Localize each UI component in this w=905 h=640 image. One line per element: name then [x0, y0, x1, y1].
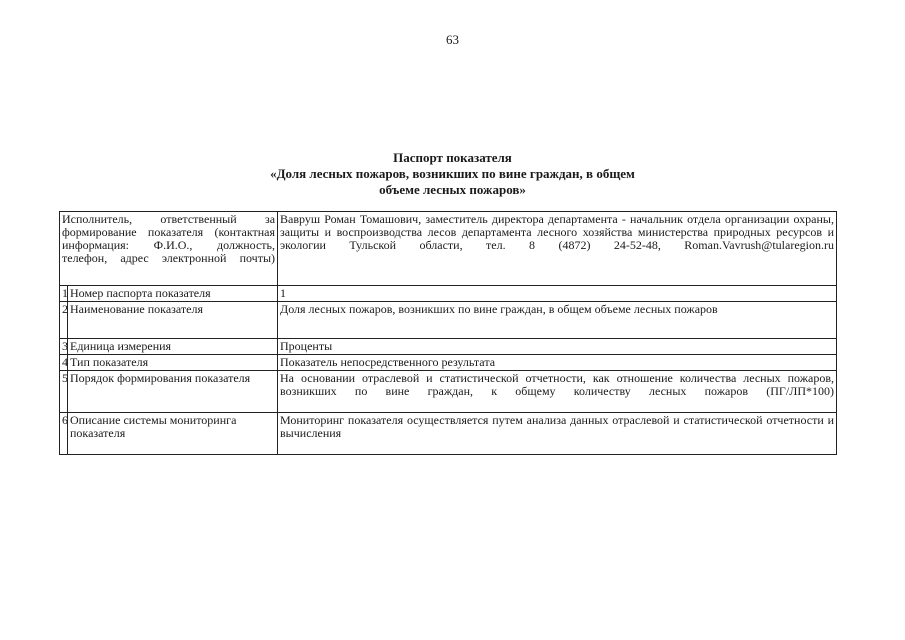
table-row	[60, 413, 837, 455]
row-number: 5	[60, 371, 68, 413]
table-row	[60, 371, 837, 413]
row-value: 1	[278, 286, 837, 302]
row-label: Порядок формирования показателя	[68, 371, 278, 413]
page-number: 63	[446, 32, 459, 47]
row-value: Показатель непосредственного результата	[278, 355, 837, 371]
title-line-2: «Доля лесных пожаров, возникших по вине граждан, в общем	[270, 166, 635, 181]
table-row	[60, 355, 837, 371]
row-number: 1	[60, 286, 68, 302]
table-row-executor	[60, 212, 837, 286]
row-value: Доля лесных пожаров, возникших по вине граждан, в общем объеме лесных пожаров	[278, 302, 837, 339]
executor-label: Исполнитель, ответственный за формирование показателя (контактная информация: Ф.И.О., должность, телефон, адрес электронной почты)	[60, 212, 278, 286]
row-number: 4	[60, 355, 68, 371]
row-label: Наименование показателя	[68, 302, 278, 339]
row-value: На основании отраслевой и статистической отчетности, как отношение количества лесных пожаров, возникших по вине граждан, к общему количеству лесных пожаров (ПГ/ЛП*100)	[278, 371, 837, 413]
executor-value: Вавруш Роман Томашович, заместитель директора департамента - начальник отдела организации охраны, защиты и воспроизводства лесов департамента лесного хозяйства министерства природных ресурсов и экологии Тульской области, тел. 8 (4872) 24-52-48, Roman.Vavrush@tularegion.ru	[278, 212, 837, 286]
title-line-1: Паспорт показателя	[393, 150, 512, 165]
document-title	[0, 150, 905, 198]
row-label: Описание системы мониторинга показателя	[68, 413, 278, 455]
row-label: Номер паспорта показателя	[68, 286, 278, 302]
passport-table	[59, 211, 837, 455]
row-number: 2	[60, 302, 68, 339]
row-label: Единица измерения	[68, 339, 278, 355]
table-row	[60, 302, 837, 339]
title-line-3: объеме лесных пожаров»	[379, 182, 526, 197]
row-value: Проценты	[278, 339, 837, 355]
row-label: Тип показателя	[68, 355, 278, 371]
row-value: Мониторинг показателя осуществляется путем анализа данных отраслевой и статистической отчетности и вычисления	[278, 413, 837, 455]
table-row	[60, 286, 837, 302]
row-number: 3	[60, 339, 68, 355]
table-row	[60, 339, 837, 355]
row-number: 6	[60, 413, 68, 455]
